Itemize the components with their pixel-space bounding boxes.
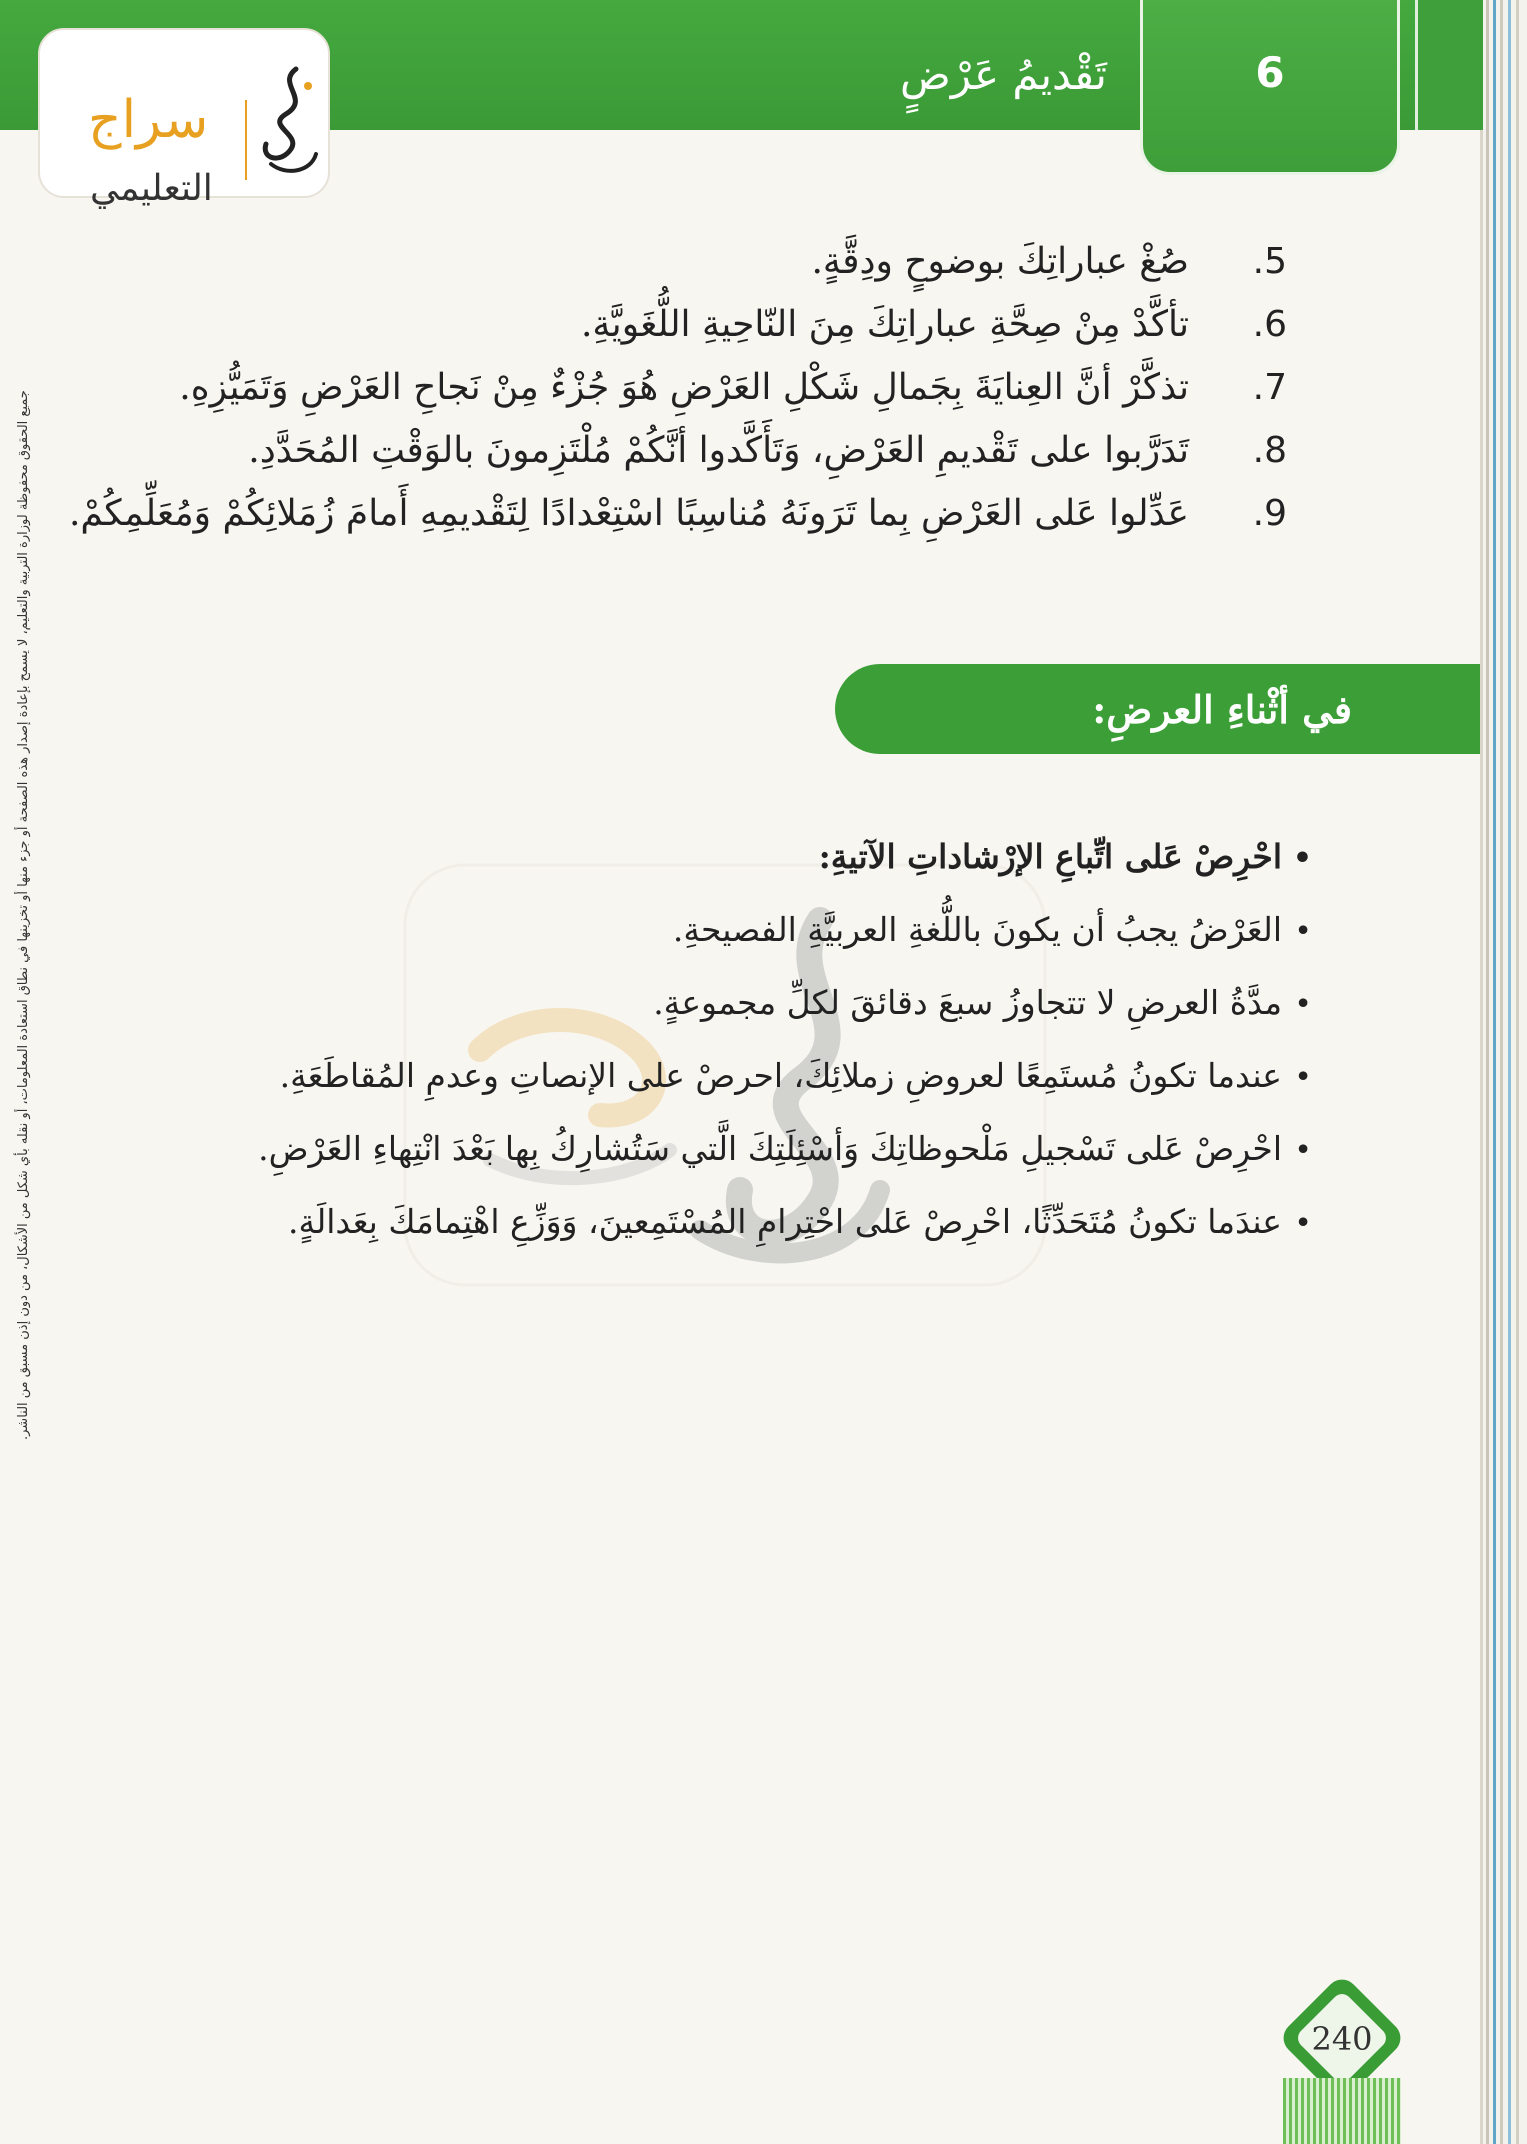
bullet-dot-icon: • — [1292, 841, 1312, 876]
bullet-dot-icon: • — [1294, 1133, 1312, 1168]
logo-separator — [245, 100, 247, 180]
list-item — [237, 419, 1287, 482]
page-edge — [1508, 0, 1511, 2144]
page-edge — [1480, 0, 1483, 2144]
list-item — [262, 966, 1312, 1039]
list-item — [179, 356, 1287, 419]
logo-subword: التعليمي — [90, 168, 213, 209]
logo-calligraphy-icon — [256, 64, 326, 184]
item-number: 6. — [1252, 304, 1287, 345]
bullet-dot-icon: • — [1294, 987, 1312, 1022]
list-item — [237, 230, 1287, 293]
list-item — [262, 1039, 1312, 1112]
bullet-dot-icon: • — [1294, 1206, 1312, 1241]
bullet-text: احْرِصْ عَلى تَسْجيلِ مَلْحوظاتِكَ وَأسْئِلَتِكَ الَّتي سَتُشارِكُ بِها بَعْدَ انْتِهاءِ العَرْضِ. — [258, 1129, 1282, 1168]
bullet-text: عندما تكونُ مُستَمِعًا لعروضِ زملائِكَ، احرصْ على الإنصاتِ وعدمِ المُقاطَعَةِ. — [279, 1056, 1282, 1095]
item-text: صُغْ عباراتِكَ بوضوحٍ ودِقَّةٍ. — [811, 241, 1189, 282]
item-number: 9. — [1252, 493, 1287, 534]
numbered-list — [68, 230, 1287, 545]
unit-number: 6 — [1255, 48, 1285, 97]
page-number: 240 — [1311, 2020, 1373, 2058]
lesson-title: تَقْديمُ عَرْضٍ — [900, 50, 1107, 99]
item-text: تَدَرَّبوا على تَقْديمِ العَرْضِ، وَتَأَكَّدوا أنَّكُمْ مُلْتَزِمونَ بالوَقْتِ المُحَدَّدِ. — [248, 430, 1189, 471]
page-edge — [1486, 0, 1489, 2144]
list-item — [68, 482, 1287, 545]
item-number: 7. — [1252, 367, 1287, 408]
decorative-pattern — [1283, 2078, 1401, 2144]
list-item — [258, 1112, 1312, 1185]
item-number: 5. — [1252, 241, 1287, 282]
page-edge — [1516, 0, 1519, 2144]
copyright-side-note: جميع الحقوق محفوظة لوزارة التربية والتعليم، لا يسمح بإعادة إصدار هذه الصفحة أو جزء منها أو تخزينها في نطاق استعادة المعلومات، أو نقله بأي شكل من الأشكال، من دون إذن مسبق من الناشر. — [16, 390, 31, 1440]
bullet-text: مدَّةُ العرضِ لا تتجاوزُ سبعَ دقائقَ لكلِّ مجموعةٍ. — [653, 983, 1282, 1022]
list-item — [262, 893, 1312, 966]
list-item — [262, 1185, 1312, 1258]
header-edge-tab — [1415, 0, 1483, 130]
bullet-text: عندَما تكونُ مُتَحَدِّثًا، احْرِصْ عَلى احْتِرامِ المُسْتَمِعينَ، وَوَزِّعِ اهْتِمامَكَ بِعَدالَةٍ. — [288, 1202, 1282, 1241]
item-number: 8. — [1252, 430, 1287, 471]
bullet-list — [258, 820, 1312, 1258]
page-edge — [1500, 0, 1503, 2144]
bullet-text: احْرِصْ عَلى اتِّباعِ الإرْشاداتِ الآتيةِ: — [818, 837, 1282, 876]
bullet-dot-icon: • — [1294, 914, 1312, 949]
logo-word: سراج — [88, 90, 209, 150]
item-text: عَدِّلوا عَلى العَرْضِ بِما تَرَونَهُ مُناسِبًا اسْتِعْدادًا لِتَقْديمِهِ أَمامَ زُمَلائِكُمْ وَمُعَلِّمِكُمْ. — [68, 493, 1189, 534]
logo — [38, 28, 330, 209]
item-text: تذكَّرْ أنَّ العِنايَةَ بِجَمالِ شَكْلِ العَرْضِ هُوَ جُزْءٌ مِنْ نَجاحِ العَرْضِ وَتَمَيُّزِهِ. — [179, 367, 1189, 408]
bullet-text: العَرْضُ يجبُ أن يكونَ باللُّغةِ العربيَّةِ الفصيحةِ. — [672, 910, 1282, 949]
bullet-dot-icon: • — [1294, 1060, 1312, 1095]
section-title: في أثْناءِ العرضِ: — [1092, 687, 1352, 732]
item-text: تأكَّدْ مِنْ صِحَّةِ عباراتِكَ مِنَ النّاحِيةِ اللُّغَويَّةِ. — [580, 304, 1189, 345]
list-item — [262, 820, 1312, 893]
page-edge — [1493, 0, 1496, 2144]
list-item — [237, 293, 1287, 356]
